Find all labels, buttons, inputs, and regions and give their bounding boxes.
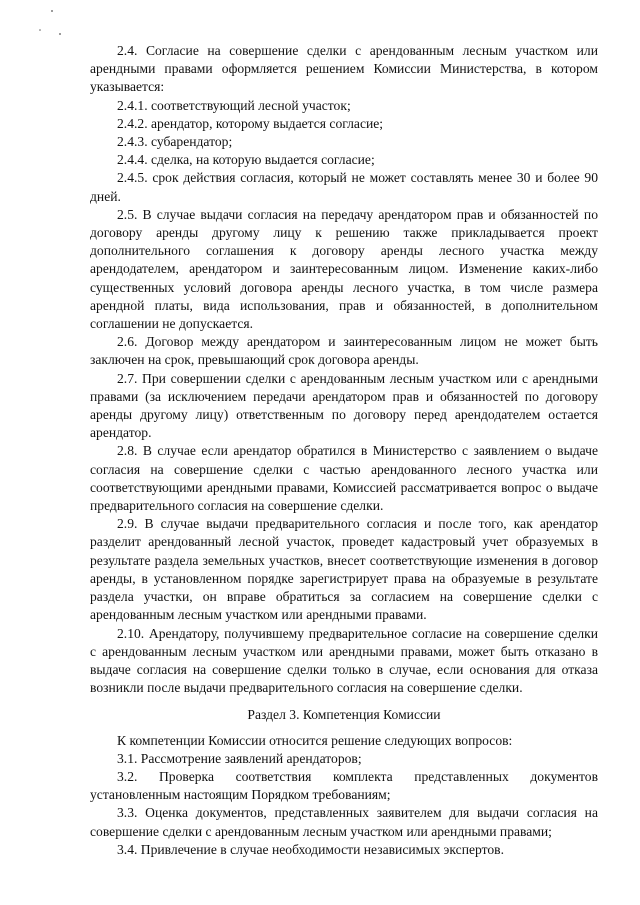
paragraph-2-7: 2.7. При совершении сделки с арендованным лесным участком или с арендными правами (за исключением передачи арендатором прав и обязанностей по договору аренды другому лицу) ответственным по договору перед арендодателем остается арендатор. — [90, 370, 598, 441]
section-3-heading: Раздел 3. Компетенция Комиссии — [247, 707, 441, 723]
paragraph-2-5: 2.5. В случае выдачи согласия на передачу арендатором прав и обязанностей по договору аренды другому лицу к решению также прикладывается проект дополнительного соглашения к договору аренды лесного участка между арендодателем, арендатором и заинтересованным лицом. Изменение каких-либо существенных условий договора аренды лесного участка, в том числе размера арендной платы, вида использования, прав и обязанностей, в дополнительном соглашении не допускается. — [90, 206, 598, 332]
paragraph-2-8: 2.8. В случае если арендатор обратился в Министерство с заявлением о выдаче согласия на совершение сделки с частью арендованного лесного участка или соответствующими арендными правами, Комиссией рассматривается вопрос о выдаче предварительного согласия на совершение сделки. — [90, 443, 598, 514]
section-3-intro: К компетенции Комиссии относится решение следующих вопросов: — [117, 732, 513, 748]
list-item-2-4-2: 2.4.2. арендатор, которому выдается согласие; — [117, 115, 384, 131]
paragraph-2-9: 2.9. В случае выдачи предварительного согласия и после того, как арендатор разделит арендованный лесной участок, проведет кадастровый учет образуемых в результате раздела земельных участков, внесет соответствующие изменения в договор аренды, в установленном порядке зарегистрирует права на образуемые в результате раздела участки, он вправе обратиться за согласием на совершение сделки с арендованным лесным участком или арендными правами. — [90, 516, 598, 623]
list-item-3-3: 3.3. Оценка документов, представленных заявителем для выдачи согласия на совершение сделки с арендованным лесным участком или арендными правами; — [90, 805, 598, 839]
scan-specks — [38, 8, 78, 38]
list-item-2-4-3: 2.4.3. субарендатор; — [117, 134, 233, 150]
paragraph-2-4: 2.4. Согласие на совершение сделки с арендованным лесным участком или арендными правами оформляется решением Комиссии Министерства, в котором указывается: — [90, 43, 598, 95]
list-item-3-4: 3.4. Привлечение в случае необходимости независимых экспертов. — [117, 841, 504, 857]
list-item-3-1: 3.1. Рассмотрение заявлений арендаторов; — [117, 750, 362, 766]
list-item-2-4-1: 2.4.1. соответствующий лесной участок; — [117, 97, 351, 113]
list-item-2-4-5: 2.4.5. срок действия согласия, который не может составлять менее 30 и более 90 дней. — [90, 170, 598, 204]
list-item-2-4-4: 2.4.4. сделка, на которую выдается согласие; — [117, 152, 375, 168]
paragraph-2-10: 2.10. Арендатору, получившему предварительное согласие на совершение сделки с арендованным лесным участком или арендными правами, может быть отказано в выдаче согласия на совершение сделки только в случае, если основания для отказа возникли после выдачи предварительного согласия на совершение сделки. — [90, 625, 598, 696]
paragraph-2-6: 2.6. Договор между арендатором и заинтересованным лицом не может быть заключен на срок, превышающий срок договора аренды. — [90, 334, 598, 368]
list-item-3-2: 3.2. Проверка соответствия комплекта представленных документов установленным настоящим Порядком требованиям; — [90, 768, 598, 803]
document-body — [90, 42, 598, 859]
